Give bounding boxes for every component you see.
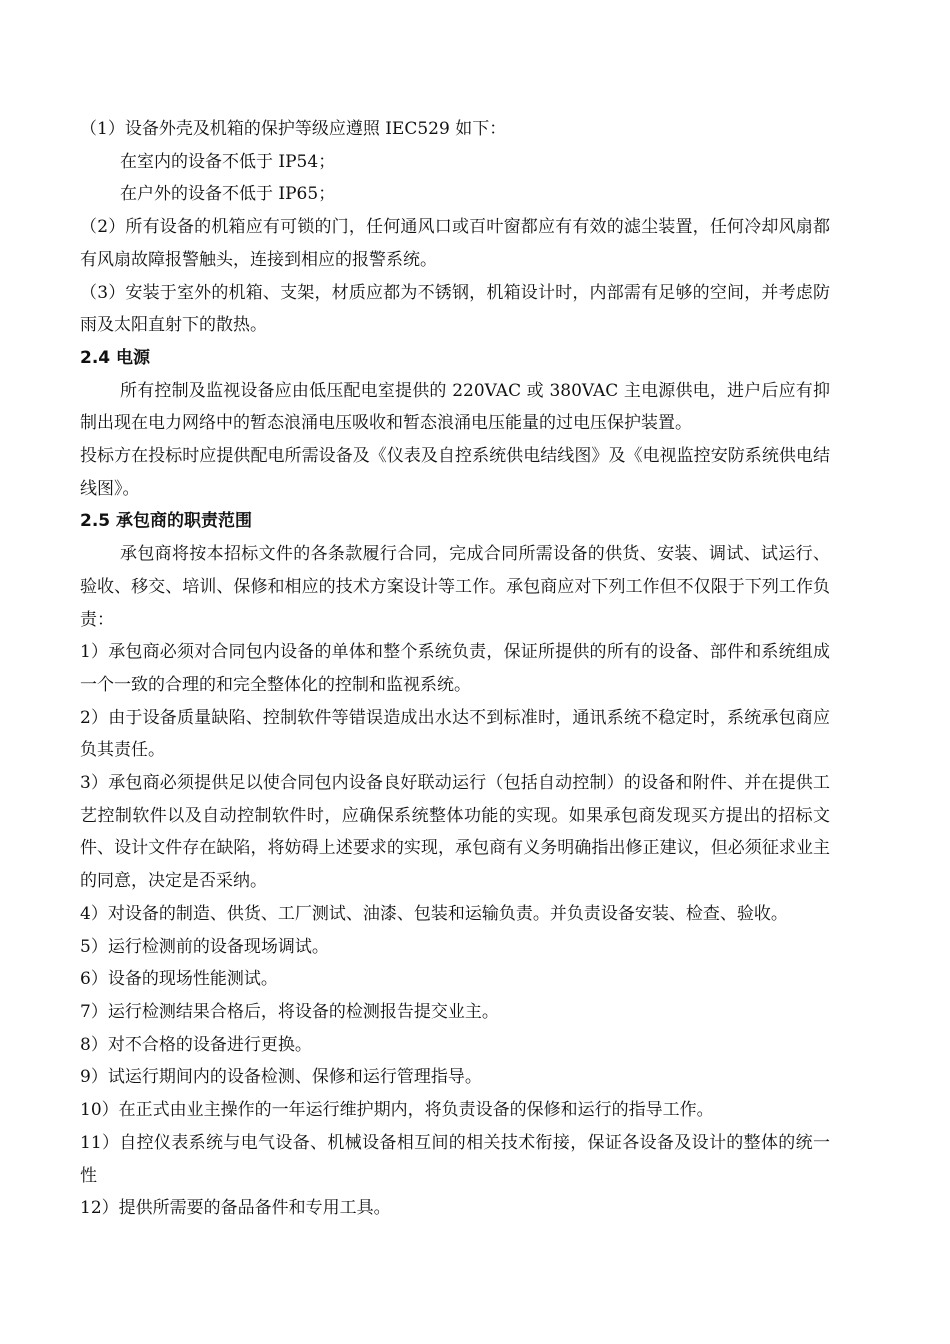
list-item-11: 11）自控仪表系统与电气设备、机械设备相互间的相关技术衔接，保证各设备及设计的整体的统一性 bbox=[80, 1132, 830, 1186]
list-item-5: 5）运行检测前的设备现场调试。 bbox=[80, 936, 329, 957]
list-item-1: 1）承包商必须对合同包内设备的单体和整个系统负责，保证所提供的所有的设备、部件和系统组成一个一致的合理的和完全整体化的控制和监视系统。 bbox=[80, 642, 830, 695]
paragraph-bidder-power-diagrams: 投标方在投标时应提供配电所需设备及《仪表及自控系统供电结线图》及《电视监控安防系统供电结线图》。 bbox=[80, 446, 830, 499]
paragraph-lockable-doors: （2）所有设备的机箱应有可锁的门，任何通风口或百叶窗都应有有效的滤尘装置，任何冷却风扇都有风扇故障报警触头，连接到相应的报警系统。 bbox=[80, 217, 830, 270]
section-heading-power: 2.4 电源 bbox=[80, 347, 151, 368]
paragraph-power-supply: 所有控制及监视设备应由低压配电室提供的 220VAC 或 380VAC 主电源供电，进户后应有抑制出现在电力网络中的暂态浪涌电压吸收和暂态浪涌电压能量的过电压保护装置。 bbox=[80, 380, 830, 434]
list-item-3: 3）承包商必须提供足以使合同包内设备良好联动运行（包括自动控制）的设备和附件、并在提供工艺控制软件以及自动控制软件时，应确保系统整体功能的实现。如果承包商发现买方提出的招标文件、设计文件存在缺陷，将妨碍上述要求的实现，承包商有义务明确指出修正建议，但必须征求业主的同意，决定是否采纳。 bbox=[80, 773, 830, 892]
list-item-7: 7）运行检测结果合格后，将设备的检测报告提交业主。 bbox=[80, 1001, 499, 1022]
list-item-12: 12）提供所需要的备品备件和专用工具。 bbox=[80, 1198, 391, 1219]
section-heading-contractor-scope: 2.5 承包商的职责范围 bbox=[80, 511, 253, 532]
paragraph-contractor-intro: 承包商将按本招标文件的各条款履行合同，完成合同所需设备的供货、安装、调试、试运行、验收、移交、培训、保修和相应的技术方案设计等工作。承包商应对下列工作但不仅限于下列工作负责： bbox=[80, 544, 830, 630]
paragraph-outdoor-stainless: （3）安装于室外的机箱、支架，材质应都为不锈钢，机箱设计时，内部需有足够的空间，并考虑防雨及太阳直射下的散热。 bbox=[80, 282, 830, 336]
list-item-6: 6）设备的现场性能测试。 bbox=[80, 969, 278, 990]
list-item-8: 8）对不合格的设备进行更换。 bbox=[80, 1034, 312, 1055]
list-item-10: 10）在正式由业主操作的一年运行维护期内，将负责设备的保修和运行的指导工作。 bbox=[80, 1100, 714, 1121]
list-item-4: 4）对设备的制造、供货、工厂测试、油漆、包装和运输负责。并负责设备安装、检查、验收。 bbox=[80, 903, 788, 924]
paragraph-outdoor-ip65: 在户外的设备不低于 IP65； bbox=[120, 184, 336, 205]
paragraph-enclosure-protection: （1）设备外壳及机箱的保护等级应遵照 IEC529 如下： bbox=[80, 119, 507, 139]
list-item-9: 9）试运行期间内的设备检测、保修和运行管理指导。 bbox=[80, 1067, 482, 1088]
list-item-2: 2）由于设备质量缺陷、控制软件等错误造成出水达不到标准时，通讯系统不稳定时，系统承包商应负其责任。 bbox=[80, 707, 830, 761]
paragraph-indoor-ip54: 在室内的设备不低于 IP54； bbox=[120, 151, 336, 172]
